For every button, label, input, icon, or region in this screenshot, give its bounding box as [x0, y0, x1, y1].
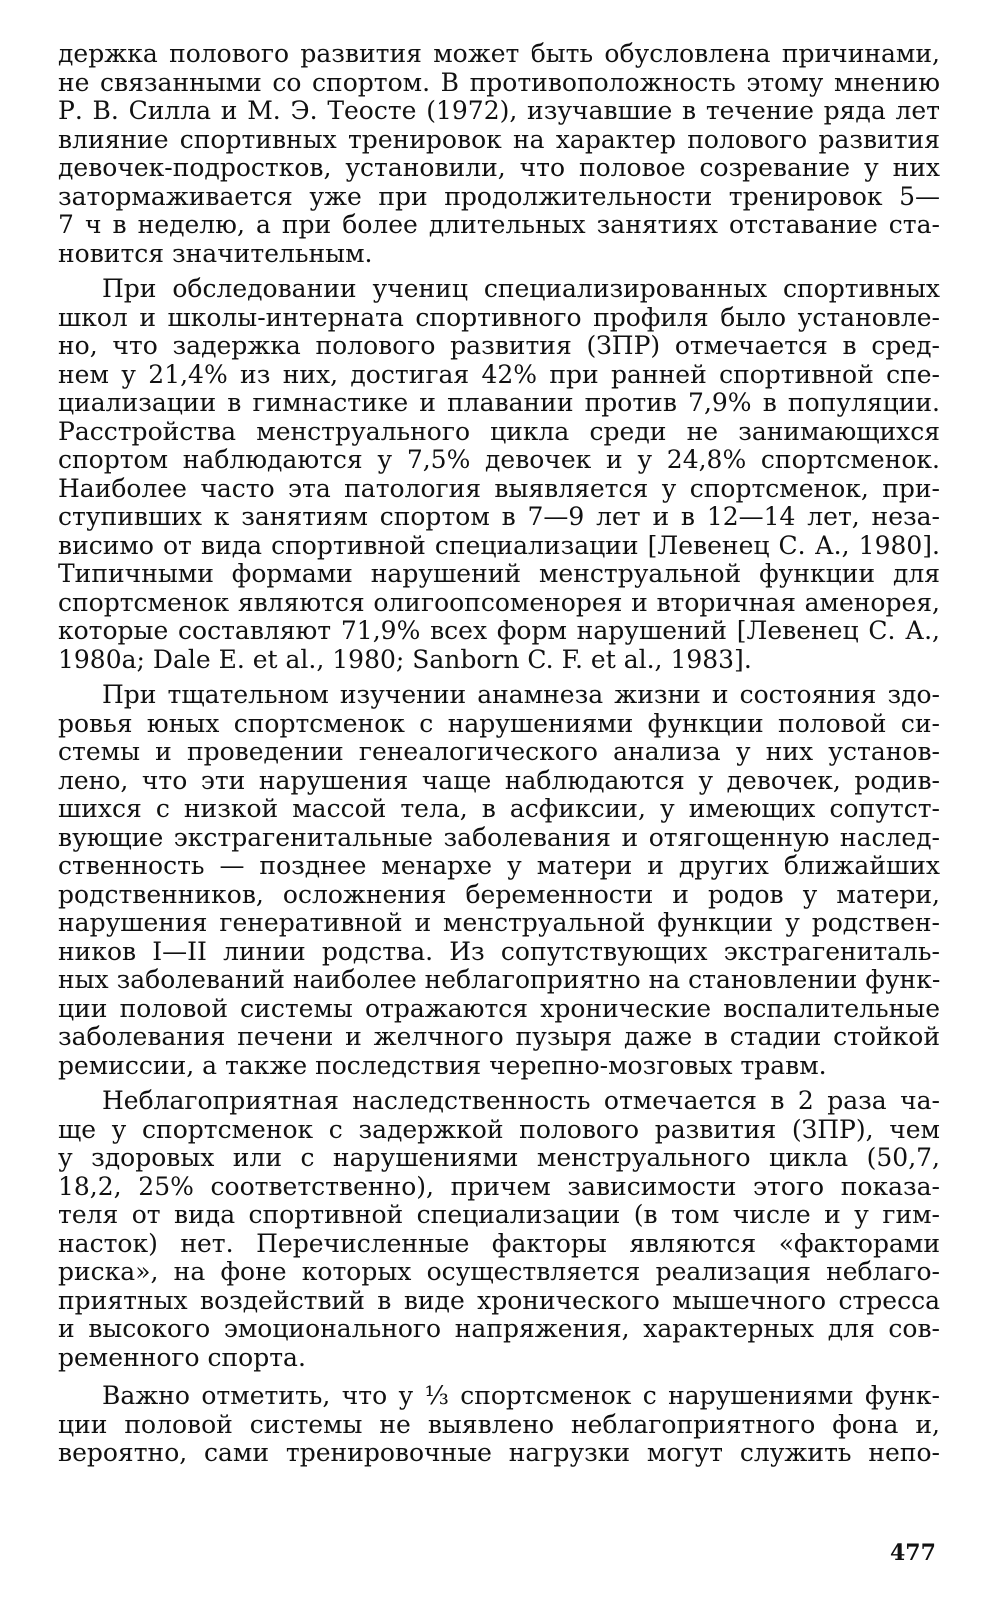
paragraph-gap	[58, 268, 940, 275]
page-body	[58, 40, 940, 1468]
text-line: циализации в гимнастике и плавании против 7,9% в популяции.	[58, 389, 940, 417]
text-line: приятных воздействий в виде хронического мышечного стресса	[58, 1286, 940, 1315]
text-line: При обследовании учениц специализированных спортивных	[102, 275, 940, 303]
text-line: родственников, осложнения беременности и родов у матери,	[58, 880, 940, 909]
text-line: стемы и проведении генеалогического анализа у них установ-	[58, 738, 940, 766]
text-line: затормаживается уже при продолжительности тренировок 5—	[58, 182, 940, 211]
text-line: и высокого эмоционального напряжения, характерных для сов-	[58, 1315, 940, 1343]
paragraph-gap	[58, 674, 940, 681]
text-line: спортсменок являются олигоопсоменорея и вторичная аменорея,	[58, 588, 940, 617]
paragraph-3	[58, 681, 940, 1080]
text-line: ственность — позднее менархе у матери и других ближайших	[58, 852, 940, 880]
text-line: ремиссии, а также последствия черепно-мозговых травм.	[58, 1051, 827, 1080]
text-line: риска», на фоне которых осуществляется реализация неблаго-	[58, 1258, 940, 1286]
text-line: но, что задержка полового развития (ЗПР) отмечается в сред-	[58, 332, 940, 360]
paragraph-gap	[58, 1372, 940, 1382]
text-line: насток) нет. Перечисленные факторы являются «факторами	[58, 1229, 940, 1258]
text-line: При тщательном изучении анамнеза жизни и состояния здо-	[102, 681, 940, 709]
text-line: вующие экстрагенитальные заболевания и отягощенную наслед-	[58, 823, 940, 852]
text-line: вероятно, сами тренировочные нагрузки могут служить непо-	[58, 1439, 940, 1467]
text-line: нем у 21,4% из них, достигая 42% при ранней спортивной спе-	[58, 360, 940, 389]
text-line: у здоровых или с нарушениями менструального цикла (50,7,	[58, 1144, 940, 1172]
text-line: новится значительным.	[58, 239, 373, 268]
text-line: Расстройства менструального цикла среди не занимающихся	[58, 417, 940, 446]
text-line: школ и школы-интерната спортивного профиля было установле-	[58, 303, 940, 332]
text-line: Р. В. Силла и М. Э. Теосте (1972), изучавшие в течение ряда лет	[58, 97, 940, 125]
text-line: ременного спорта.	[58, 1343, 306, 1372]
text-line: Наиболее часто эта патология выявляется у спортсменок, при-	[58, 474, 940, 503]
text-line: Типичными формами нарушений менструальной функции для	[58, 560, 940, 588]
text-line: ции половой системы не выявлено неблагоприятного фона и,	[58, 1410, 940, 1439]
text-line: шихся с низкой массой тела, в асфиксии, у имеющих сопутст-	[58, 795, 940, 823]
paragraph-4	[58, 1087, 940, 1372]
text-line: теля от вида спортивной специализации (в том числе и у гим-	[58, 1201, 940, 1229]
text-line: влияние спортивных тренировок на характер полового развития	[58, 125, 940, 154]
text-line: 1980a; Dale E. et al., 1980; Sanborn C. F. et al., 1983].	[58, 645, 752, 674]
text-line: ще у спортсменок с задержкой полового развития (ЗПР), чем	[58, 1115, 940, 1144]
text-line: лено, что эти нарушения чаще наблюдаются у девочек, родив-	[58, 766, 940, 795]
text-line: ции половой системы отражаются хронические воспалительные	[58, 994, 940, 1023]
text-line: держка полового развития может быть обусловлена причинами,	[58, 40, 940, 68]
text-line: ступивших к занятиям спортом в 7—9 лет и в 12—14 лет, неза-	[58, 503, 940, 531]
paragraph-1	[58, 40, 940, 268]
page-number: 477	[890, 1540, 936, 1566]
text-line: заболевания печени и желчного пузыря даже в стадии стойкой	[58, 1023, 940, 1051]
text-line: нарушения генеративной и менструальной функции у родствен-	[58, 909, 940, 937]
text-line: не связанными со спортом. В противоположность этому мнению	[58, 68, 940, 97]
paragraph-2	[58, 275, 940, 674]
text-line: Важно отметить, что у ⅓ спортсменок с нарушениями функ-	[102, 1382, 940, 1410]
text-line: которые составляют 71,9% всех форм нарушений [Левенец С. А.,	[58, 617, 940, 645]
text-line: Неблагоприятная наследственность отмечается в 2 раза ча-	[102, 1087, 940, 1115]
text-line: ровья юных спортсменок с нарушениями функции половой си-	[58, 709, 940, 738]
text-line: спортом наблюдаются у 7,5% девочек и у 24,8% спортсменок.	[58, 446, 940, 474]
text-line: девочек-подростков, установили, что половое созревание у них	[58, 154, 940, 182]
paragraph-5	[58, 1382, 940, 1468]
paragraph-gap	[58, 1080, 940, 1087]
text-line: ных заболеваний наиболее неблагоприятно на становлении функ-	[58, 966, 940, 994]
text-line: ников I—II линии родства. Из сопутствующих экстрагениталь-	[58, 937, 940, 966]
text-line: 18,2, 25% соответственно), причем зависимости этого показа-	[58, 1172, 940, 1201]
text-line: 7 ч в неделю, а при более длительных занятиях отставание ста-	[58, 211, 940, 239]
text-line: висимо от вида спортивной специализации [Левенец С. А., 1980].	[58, 531, 940, 560]
